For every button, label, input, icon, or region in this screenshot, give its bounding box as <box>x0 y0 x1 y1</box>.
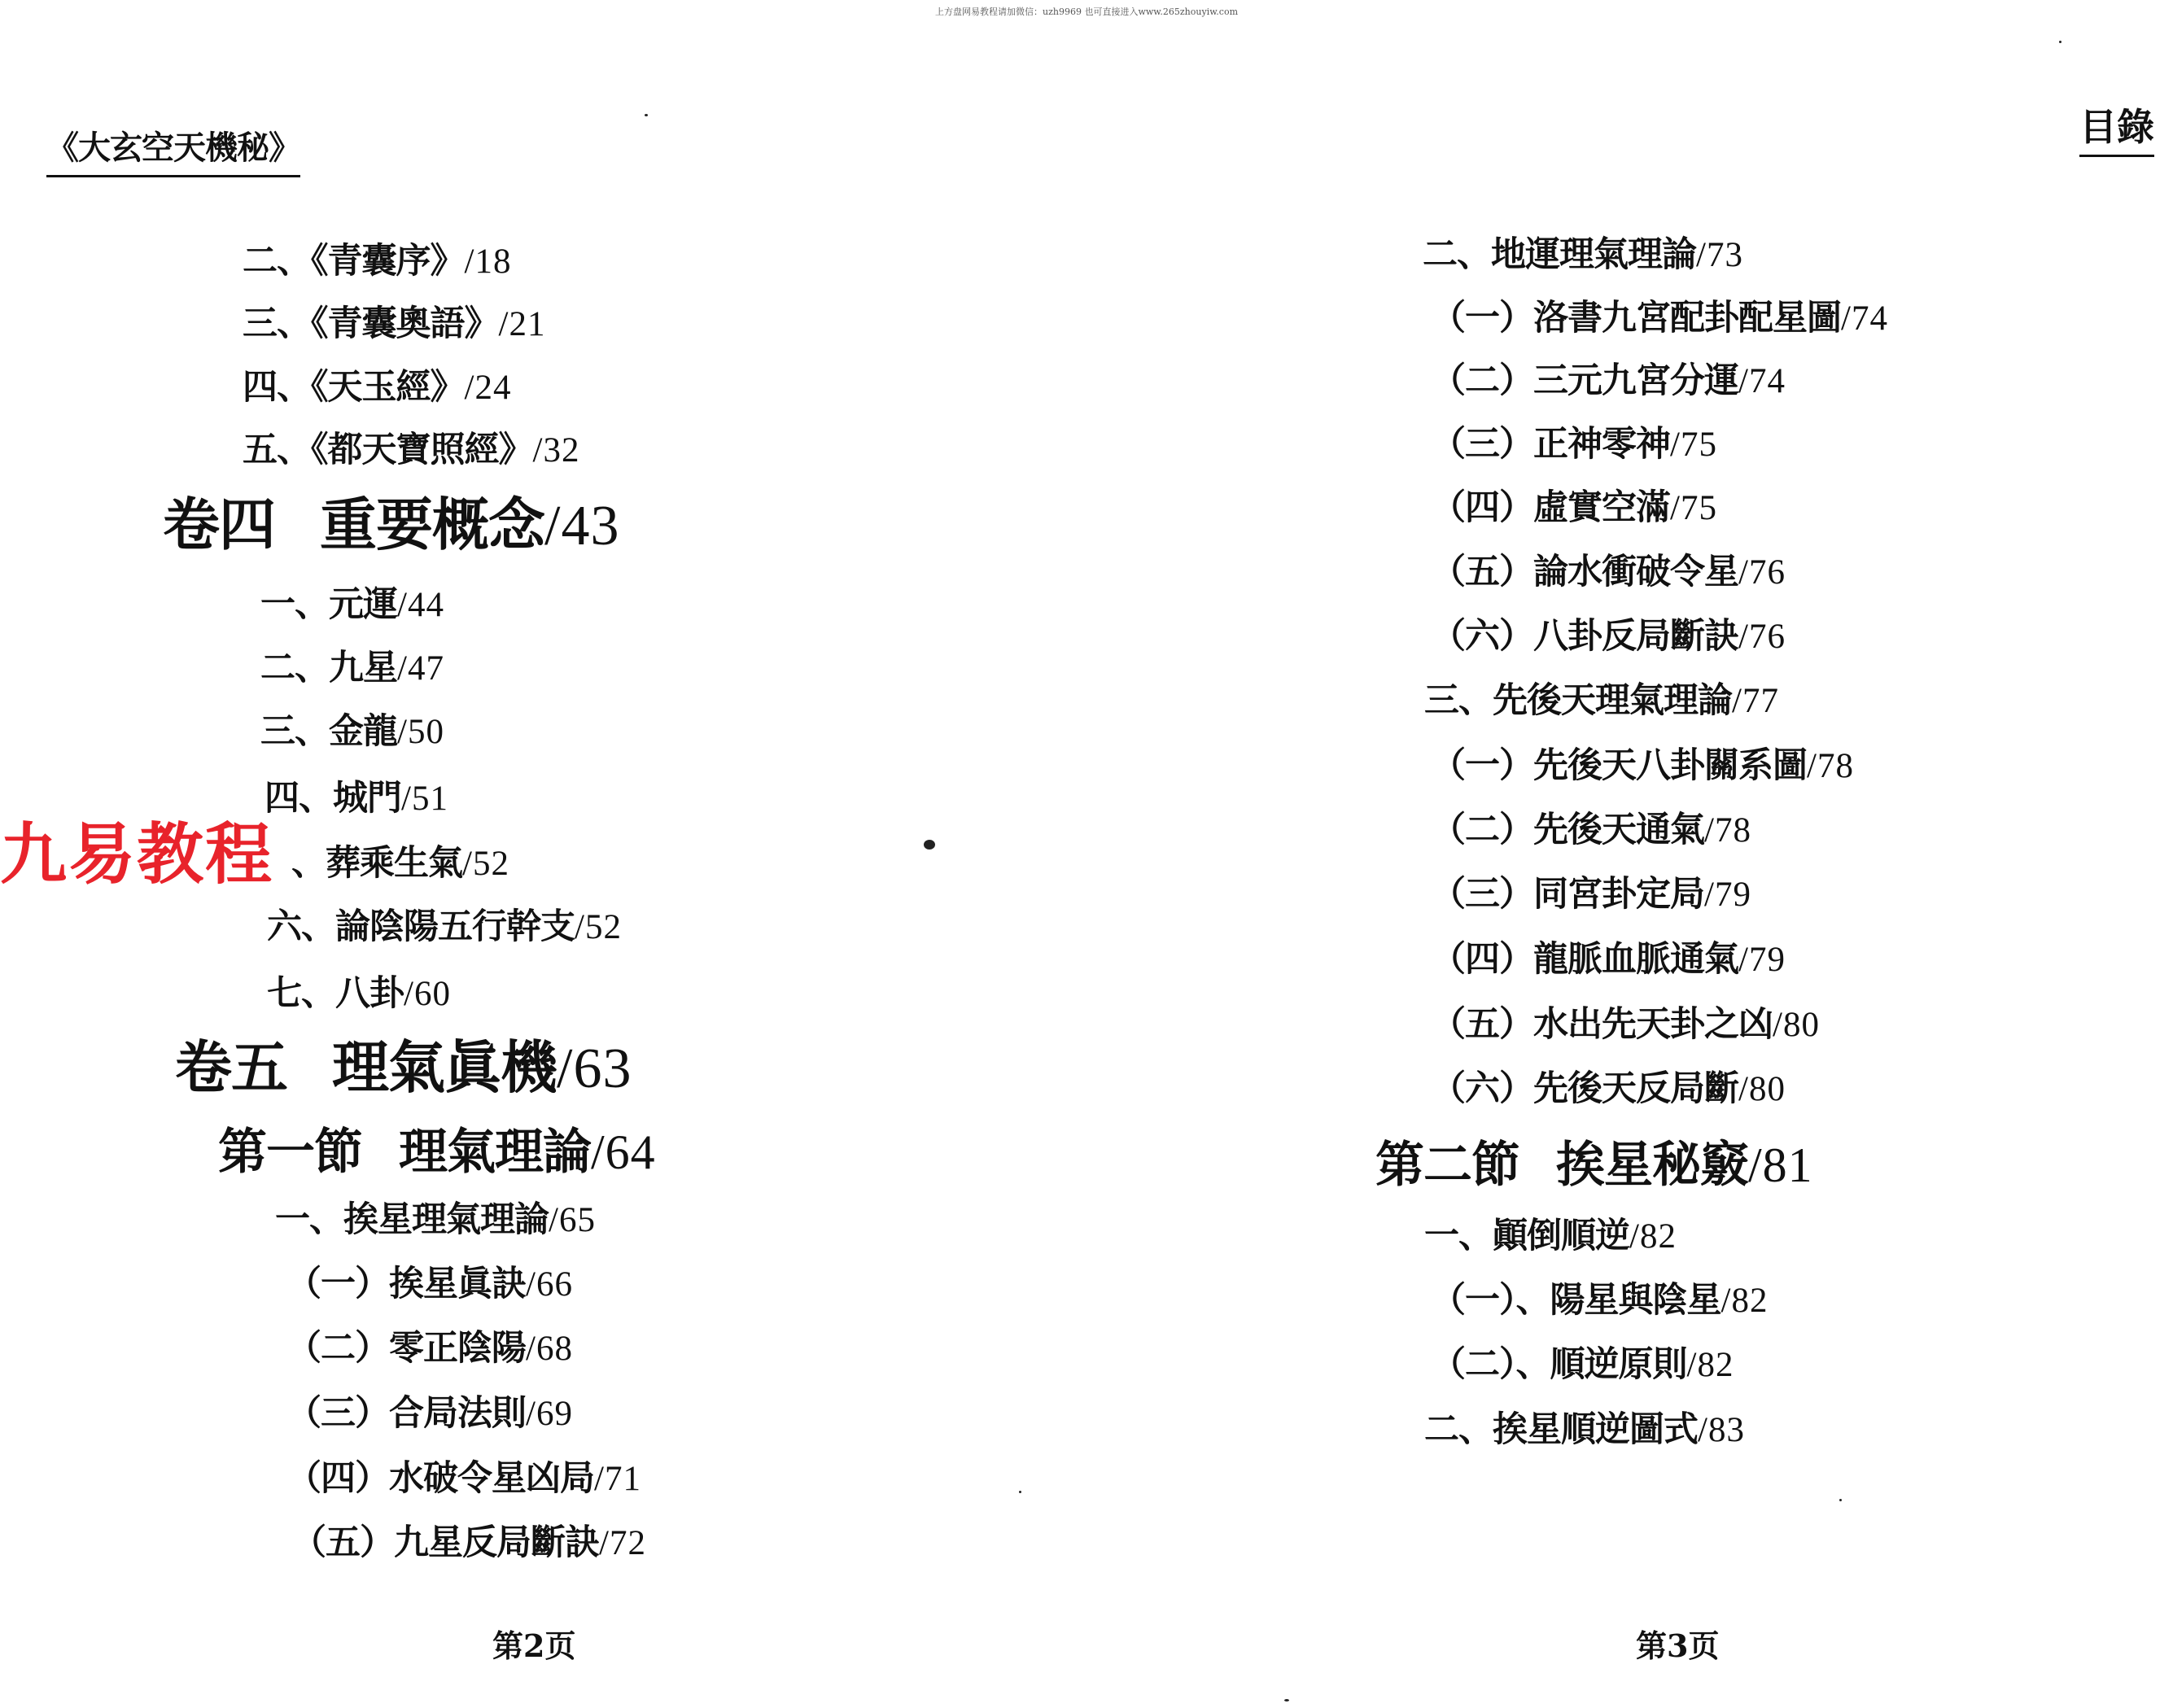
toc-subentry: （三）正神零神/75 <box>1431 424 1717 465</box>
toc-entry: 四、《天玉經》/24 <box>243 367 512 408</box>
toc-volume-heading: 卷五 理氣眞機/63 <box>175 1033 632 1101</box>
toc-subentry: （二）三元九宮分運/74 <box>1431 360 1786 401</box>
toc-entry: 二、《青囊序》/18 <box>243 241 512 282</box>
toc-subentry: （三）合局法則/69 <box>286 1393 573 1434</box>
toc-subentry: （三）同宮卦定局/79 <box>1431 874 1751 915</box>
toc-subentry: （二）零正陰陽/68 <box>286 1328 573 1369</box>
toc-entry: 二、挨星順逆圖式/83 <box>1424 1409 1745 1450</box>
toc-entry: 三、先後天理氣理論/77 <box>1424 680 1779 721</box>
scan-speck <box>645 114 648 116</box>
toc-entry: 一、顚倒順逆/82 <box>1424 1216 1677 1256</box>
toc-section-heading: 第一節 理氣理論/64 <box>218 1124 656 1181</box>
toc-entry: 七、八卦/60 <box>267 973 451 1014</box>
toc-subentry: （六）八卦反局斷訣/76 <box>1431 616 1786 657</box>
toc-entry: 一、元運/44 <box>260 584 444 625</box>
toc-section-heading: 第二節 挨星秘竅/81 <box>1375 1137 1813 1194</box>
toc-entry: 五、《都天寶照經》/32 <box>243 430 580 470</box>
toc-subentry: （一）洛書九宮配卦配星圖/74 <box>1431 298 1888 339</box>
toc-subentry: （五）九星反局斷訣/72 <box>291 1522 646 1563</box>
toc-subentry: （四）龍脈血脈通氣/79 <box>1431 939 1786 980</box>
toc-entry: 、葬乘生氣/52 <box>291 843 509 884</box>
scan-speck <box>1019 1491 1021 1493</box>
toc-subentry: （一）挨星眞訣/66 <box>286 1264 573 1304</box>
top-banner-text: 上方盘网易教程请加微信：uzh9969 也可直接进入www.265zhouyiw.com <box>934 7 1239 17</box>
toc-subentry: （五）水出先天卦之凶/80 <box>1431 1004 1820 1045</box>
book-title: 《大玄空天機秘》 <box>46 122 300 177</box>
toc-subentry: （一）、陽星與陰星/82 <box>1431 1280 1769 1321</box>
left-page-number: 第2页 <box>492 1627 576 1664</box>
scan-speck <box>924 840 935 850</box>
toc-subentry: （六）先後天反局斷/80 <box>1431 1068 1786 1109</box>
right-page-number: 第3页 <box>1636 1627 1720 1664</box>
toc-subentry: （四）虛實空滿/75 <box>1431 487 1717 528</box>
toc-entry: 一、挨星理氣理論/65 <box>275 1199 596 1240</box>
toc-subentry: （四）水破令星凶局/71 <box>286 1458 641 1499</box>
scan-speck <box>2059 41 2062 43</box>
toc-subentry: （二）、順逆原則/82 <box>1431 1344 1734 1385</box>
scan-speck <box>1284 1699 1289 1701</box>
toc-entry: 三、《青囊奧語》/21 <box>243 304 546 344</box>
toc-entry: 二、九星/47 <box>260 648 444 688</box>
toc-entry: 四、城門/51 <box>265 778 448 819</box>
watermark-text: 九易教程 <box>0 816 274 893</box>
scan-speck <box>1839 1499 1842 1501</box>
toc-subentry: （二）先後天通氣/78 <box>1431 810 1751 850</box>
toc-entry: 二、地運理氣理論/73 <box>1423 234 1743 275</box>
toc-volume-heading: 卷四 重要概念/43 <box>163 491 620 558</box>
toc-entry: 三、金龍/50 <box>260 711 444 752</box>
toc-subentry: （一）先後天八卦關系圖/78 <box>1431 745 1854 786</box>
toc-subentry: （五）論水衝破令星/76 <box>1431 552 1786 592</box>
contents-header: 目錄 <box>2079 98 2154 157</box>
toc-entry: 六、論陰陽五行幹支/52 <box>267 906 622 947</box>
